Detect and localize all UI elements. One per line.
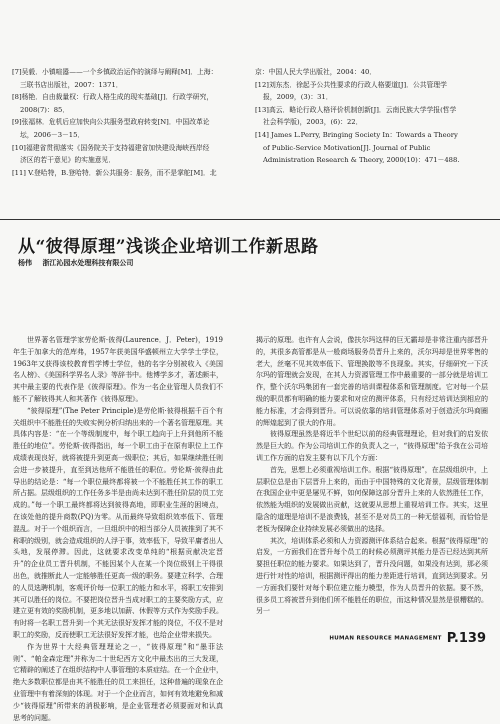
body-paragraph: 世界著名管理学家劳伦斯·彼得(Laurence．J．Peter)，1919年生于加拿大的范库弗，1957年获美国华盛顿州立大学学士学位，1963年又获得该校教育哲学博士学位，他的名字分别被收入《美国名人榜》、《美国科学界名人录》等辞书中。他博学多才，著述颇丰，其中最主要的代表作是《彼得原理》。作为一名企业管理人员我们不能不了解彼得其人和其著作《彼得原理》。 — [13, 336, 223, 403]
page-footer — [329, 628, 486, 647]
reference-line: 2008(7)：85． — [20, 105, 70, 114]
references-left-column — [12, 66, 232, 179]
magazine-name: HUMAN RESOURCE MANAGEMENT — [329, 635, 442, 642]
reference-line: [11] V.登哈特，B.登哈特．新公共服务：服务，而不是掌舵[M]．北 — [12, 168, 217, 177]
references-section — [0, 0, 500, 218]
section-divider — [0, 219, 500, 220]
reference-line: 济区的若干意见》的实施意见． — [20, 156, 116, 165]
reference-line: 京：中国人民大学出版社，2004：40． — [255, 68, 377, 76]
reference-line: Administration Research & Theory, 2000(10)：471－488. — [263, 156, 460, 165]
reference-line: [10]福建省贯彻落实《国务院关于支持福建省加快建设海峡西岸经 — [12, 143, 210, 152]
reference-line: [12]刘东杰．徐起予公共性要求的行政人格要道[J]．公共管理学 — [255, 80, 447, 89]
body-left-column — [13, 335, 223, 724]
reference-line: 社会科学版)，2003，(6)：22． — [263, 118, 363, 127]
author-name: 杨伟 — [18, 258, 32, 267]
references-right-column — [255, 66, 489, 167]
body-right-column — [256, 335, 488, 618]
body-paragraph: 其次，培训体系必须和人力资源测评体系结合起来。根据“彼得原理”的启发，一方面我们在晋升每个员工的时候必须测评其能力是否已经达到其所要担任职位的能力要求。如果达到了，晋升没问题，如果没有达到，那必须进行针对性的培训，根据测评得出的能力差距进行培训，直到达到要求。另一方面我们要针对每个职位建立能力模型，作为人员晋升的依据。要不然，很多员工将被晋升到他们所不能胜任的职位，而这种情况显然是很糟糕的。另一 — [256, 536, 488, 616]
author-line — [18, 258, 141, 268]
body-paragraph: 作为世界十大经典管理理论之一，“彼得原理”和“墨菲法则”、“帕金森定理”并称为二十世纪西方文化中最杰出的三大发现，它精辟的阐述了在组织结构中人事管理的本质症结。在一个企业中，绝大多数职位都是由其不能胜任的员工来担任，这种普遍的现象在企业管理中有着深刻的体现。对于一个企业而言，如何有效地避免和减少“彼得原理”所带来的消极影响，是企业管理者必须要面对和认真思考的问题。 — [13, 642, 223, 722]
reference-line: [14] James L.Perry, Bringing Society In：Towards a Theory — [255, 130, 458, 139]
reference-line: [13]高云．略论行政人格评价机制创新[J]．云南民族大学学报(哲学 — [255, 105, 457, 114]
page-number-prefix: P. — [446, 631, 459, 646]
article-title: 从“彼得原理”浅谈企业培训工作新思路 — [18, 237, 319, 257]
reference-line: [8]杨艳．自由裁量权：行政人格生成的现实基础[J]．行政学研究， — [12, 93, 214, 102]
body-paragraph: 首先，思想上必须重视培训工作。根据“彼得原理”，在层级组织中，上层职位总是由下层晋升上来的，而由于中国特殊的文化背景，层级管理体制在我国企业中更是屡见不鲜，如何保障这部分晋升上来的人依然胜任工作，依然能为组织的发展做出贡献，这就要从思想上重视培训工作。其实，这里隐含的道理是培训不是浪费钱，甚至不是对员工的一种无偿福利，而恰恰是老板为保障企业持续发展必须做出的选择。 — [256, 465, 488, 533]
reference-line: 坛，2006－3－15． — [20, 130, 85, 139]
reference-line: 三联书店出版社，2007：1371． — [20, 80, 123, 89]
page-number: 139 — [458, 631, 486, 646]
reference-line: [9]张福林．危机后应加快向公共服务型政府转变[N]．中国改革论 — [12, 118, 210, 127]
reference-line: of Public-Service Motivation[J]. Journal of Public — [263, 143, 431, 152]
reference-line: [7]吴毅．小镇喧嚣——一个乡镇政治运作的演绎与阐释[M]．上海： — [12, 68, 218, 76]
reference-line: 报，2009，(3)：31． — [263, 93, 333, 102]
author-affiliation: 浙江沁园水处理科技有限公司 — [42, 258, 134, 267]
body-paragraph: 揭示的原理。也许有人会说，像扶尔玛这样的巨无霸却是非常注重内部晋升的，其很多高管都是从一般商场服务员晋升上来的，沃尔玛却是世界零售的老大，丝毫不见其效率低下、管理换散等不良现象。其实，仔细研究一下沃尔玛的管理就会发现，在其人力资源管理工作中最重要的一部分就是培训工作，整个沃尔玛集团有一套完善的培训课程体系和管理制度。它对每一个层级的职员都有明确的能力要求和对应的测评体系，只有经过培训达到相应的能力标准，才会得到晋升。可以说依靠的培训管理体系对于创造沃尔玛商圈的辉煌起到了很大的作用。 — [256, 336, 488, 427]
body-paragraph: “彼得原理”(The Peter Principle)是劳伦斯·彼得根据千百个有关组织中不能胜任的失败实例分析归纳出来的一个著名管理原理。其具体内容是：“在一个等级制度中，每个职工趋向于上升到他所不能胜任的地位”。劳伦斯·彼得指出，每一个职工由于在原有职位上工作成绩表现良好，就将被提升到更高一级职位；其后，如果继续胜任则会进一步被提升，直至到达他所不能胜任的职位。劳伦斯·彼得由此导出的结论是：“每一个职位最终都将被一个不能胜任其工作的职工所占据。层级组织的工作任务多半是由尚未达到不胜任阶层的员工完成的。”每一个职工最终都将达到彼得高地，即职业生涯的困境点，在该处他的提升商数(PQ)为零。从而最终导致组织效率低下、管理混乱。对于一个组织而言，一旦组织中的相当部分人员被推到了其不称职的级别，就会造成组织的人浮于事，效率低下，导致平庸者出人头地，发展停滞。因此，这就要求改变单纯的“根据贡献决定晋升”的企业员工晋升机制，不能因某个人在某一个岗位级别上干得很出色，就推断此人一定能够胜任更高一级的职务。要建立科学、合理的人员选聘机制，客观评价每一位职工的能力和水平，将职工安排到其可以胜任的岗位。不要把岗位晋升当成对职工的主要奖励方式，应建立更有效的奖励机制，更多地以加薪、休假等方式作为奖励手段。有时将一名职工晋升到一个其无法很好发挥才能的岗位，不仅不是对职工的奖励，反而使职工无法很好发挥才能，也给企业带来损失。 — [13, 406, 223, 639]
body-paragraph: 彼得原理虽然是将近半个世纪以前的经典管理理论，但对我们的启发依然是巨大的。作为公司培训工作的负责人之一，“彼得原理”给予我在公司培训工作方面的启发主要有以下几个方面： — [256, 430, 488, 462]
